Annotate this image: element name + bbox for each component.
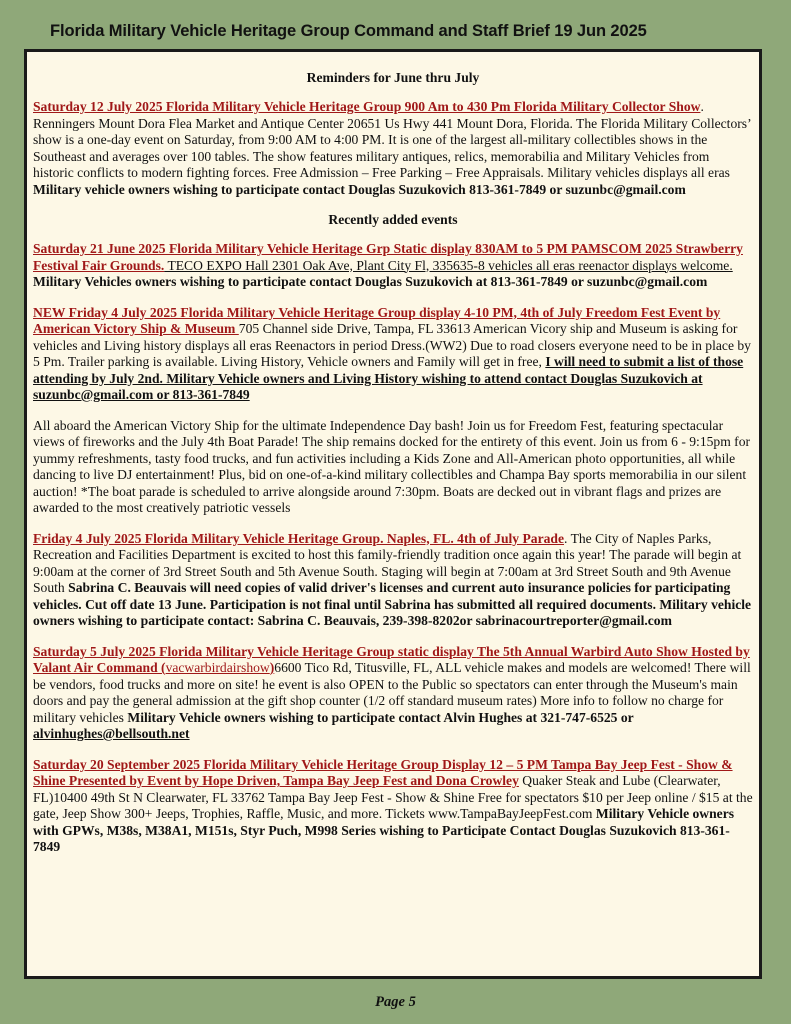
event-body: TECO EXPO Hall 2301 Oak Ave, Plant City Fl, 335635-8 vehicles all eras reenactor displays welcome.: [164, 257, 733, 273]
event-body: . Renningers Mount Dora Flea Market and Antique Center 20651 Us Hwy 441 Mount Dora, Florida. The Florida Military Collectors’ show is a one-day event on Saturday, from 9:00 AM to 4:00 PM. It is one of the largest all-military collectibles shows in the Southeast and averages over 100 tables. The show features military antiques, relics, memorabilia and Military Vehicles from historic conflicts to modern fighting forces. Free Admission – Free Parking – Free Appraisals. Military vehicles displays all eras: [33, 99, 751, 180]
event-title: Saturday 12 July 2025 Florida Military Vehicle Heritage Group 900 Am to 430 Pm Florida Military Collector Show: [33, 99, 701, 114]
event-jeep-fest: [33, 757, 753, 856]
event-contact: I will need to submit a list of those attending by July 2nd. Military Vehicle owners and Living History wishing to attend contact Douglas Suzukovich at suzunbc@gmail.com or 813-361-7849: [33, 354, 744, 402]
recent-heading: Recently added events: [328, 212, 458, 227]
event-contact: Sabrina C. Beauvais will need copies of valid driver's licenses and current auto insurance policies for participating vehicles. Cut off date 13 June. Participation is not final until Sabrina has submitted all required documents. Military vehicle owners wishing to participate contact: Sabrina C. Beauvais, 239-398-8202or sabrinacourtreporter@gmail.com: [33, 580, 752, 628]
event-title: Saturday 5 July 2025 Florida Military Vehicle Heritage Group static display The 5th Annual Warbird Auto Show Hosted by Valant Air Command (: [33, 643, 750, 675]
event-naples: [33, 531, 753, 630]
event-title: NEW Friday 4 July 2025 Florida Military Vehicle Heritage Group display 4-10 PM, 4th of July Freedom Fest Event by American Victory Ship & Museum: [33, 304, 721, 336]
event-contact: Military Vehicles owners wishing to participate contact Douglas Suzukovich at 813-361-7849 or suzunbc@gmail.com: [33, 274, 708, 289]
content-panel: [24, 49, 762, 979]
event-body: . The City of Naples Parks, Recreation and Facilities Department is excited to host this family-friendly tradition once again this year! The parade will begin at 9:00am at the corner of 3rd Street South and 5th Avenue South. Staging will begin at 7:00am at 3rd Street South and 9th Avenue South: [33, 530, 742, 595]
event-body: 6600 Tico Rd, Titusville, FL, ALL vehicle makes and models are welcomed! There will be vendors, food trucks and more on site! he event is also OPEN to the Public so spectators can enter through the Museum's main doors and pay the general admission at the gift shop counter (1/2 off standard museum rates) More info to follow no charge for military vehicles: [33, 660, 751, 725]
page-header: Florida Military Vehicle Heritage Group Command and Staff Brief 19 Jun 2025: [50, 22, 647, 40]
event-strawberry: [33, 241, 753, 291]
reminders-heading: Reminders for June thru July: [306, 70, 480, 85]
event-contact: Military Vehicle owners wishing to participate contact Alvin Hughes at 321-747-6525 or: [127, 709, 634, 725]
event-title: Friday 4 July 2025 Florida Military Vehicle Heritage Group. Naples, FL. 4th of July Parade: [33, 530, 565, 546]
event-body: Quaker Steak and Lube (Clearwater, FL)10400 49th St N Clearwater, FL 33762 Tampa Bay Jeep Fest - Show & Shine Free for spectators $10 per Jeep online / $15 at the gate, Jeep Show 300+ Jeeps, Trophies, Raffle, Music, and more. Tickets www.TampaBayJeepFest.com: [33, 773, 753, 821]
event-contact: Military vehicle owners wishing to participate contact Douglas Suzukovich 813-361-7849 or suzunbc@gmail.com: [33, 181, 686, 197]
event-title: Saturday 21 June 2025 Florida Military Vehicle Heritage Grp Static display 830AM to 5 PM PAMSCOM 2025 Strawberry Festival Fair Grounds.: [33, 241, 743, 273]
event-description: All aboard the American Victory Ship for the ultimate Independence Day bash! Join us for Freedom Fest, featuring spectacular views of fireworks and the July 4th Boat Parade! The ship remains docked for the entirety of this event. Join us from 6 - 9:15pm for yummy refreshments, tasty food trucks, and fun activities including a Kids Zone and All-American photo opportunities, all while dancing to live DJ entertainment! Plus, bid on one-of-a-kind military collectibles and Champa Bay sports memorabilia in our silent auction! *The boat parade is scheduled to arrive alongside around 7:30pm. Boats are decked out in vibrant flags and prizes are awarded to the most creatively patriotic vessels: [33, 417, 751, 515]
event-handle-link[interactable]: vacwarbirdairshow: [165, 660, 270, 675]
event-warbird: [33, 644, 753, 743]
event-title-end: ): [269, 660, 275, 675]
event-freedom-fest: [33, 305, 753, 404]
event-mount-dora: [33, 99, 753, 198]
page-number: Page 5: [375, 994, 416, 1010]
event-title: Saturday 20 September 2025 Florida Military Vehicle Heritage Group Display 12 – 5 PM Tampa Bay Jeep Fest - Show & Shine Presented by Event by Hope Driven, Tampa Bay Jeep Fest and Dona Crowley: [33, 756, 733, 788]
event-body: 705 Channel side Drive, Tampa, FL 33613 American Vicory ship and Museum is asking for vehicles and Living history displays all eras Reenactors in period Dress.(WW2) Due to road closers everyone need to be in place by 5 Pm. Trailer parking is available. Living History, Vehicle owners and Family will get in free,: [33, 321, 751, 369]
event-contact: Military Vehicle owners with GPWs, M38s, M38A1, M151s, Styr Puch, M998 Series wishing to Participate Contact Douglas Suzukovich 813-361-7849: [33, 806, 735, 854]
email-link[interactable]: alvinhughes@bellsouth.net: [33, 726, 190, 741]
